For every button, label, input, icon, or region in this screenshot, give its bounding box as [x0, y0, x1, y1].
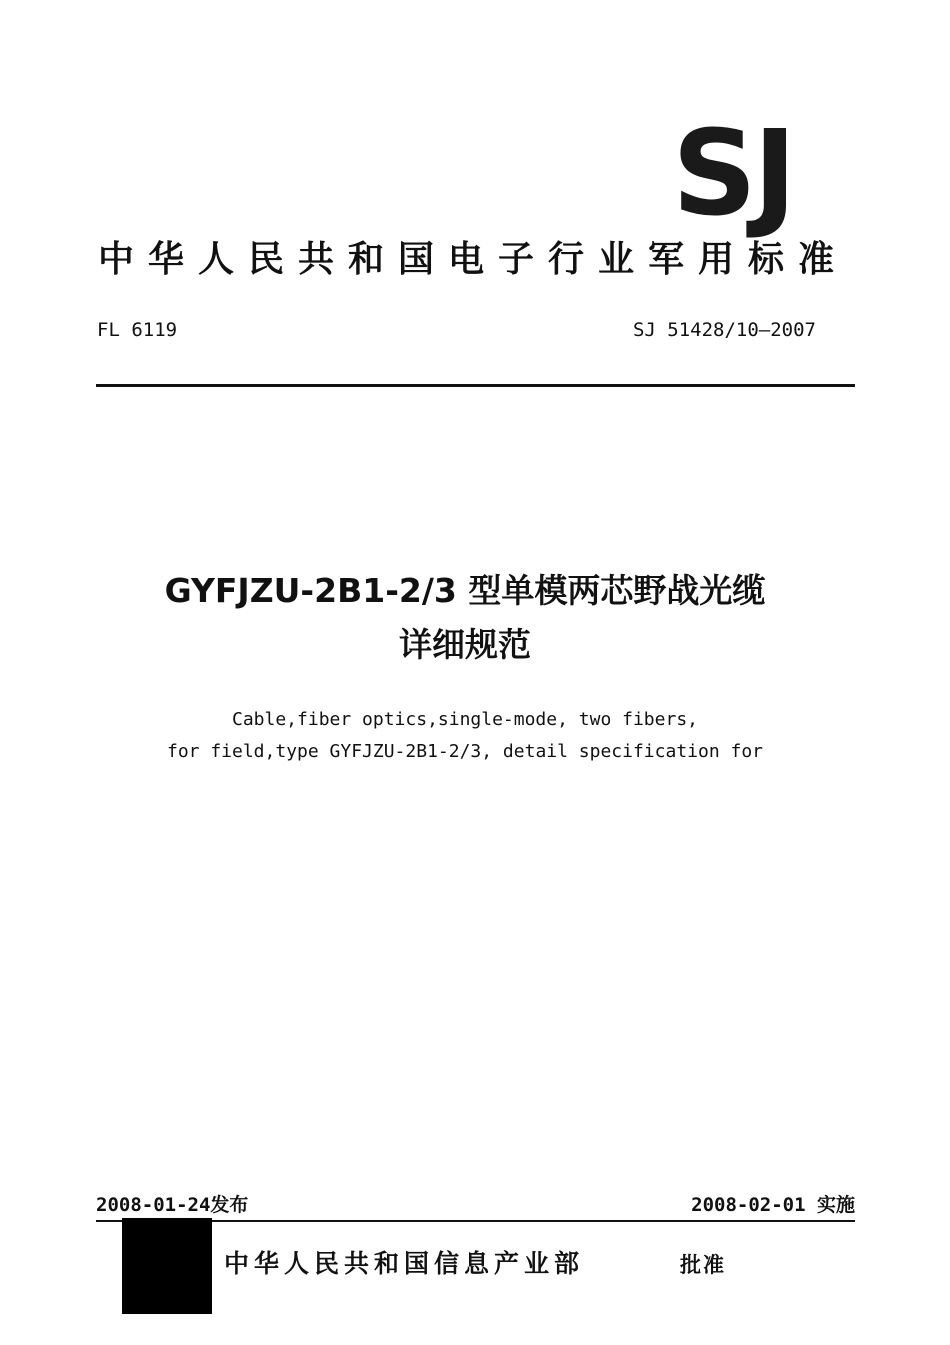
approved-label: 批准: [680, 1253, 726, 1277]
chinese-title-line-2: 详细规范: [399, 625, 531, 664]
english-title-line-1: Cable,fiber optics,single-mode, two fibers,: [232, 709, 698, 730]
english-title-line-2: for field,type GYFJZU-2B1-2/3, detail specification for: [166, 741, 764, 762]
issue-label: 发布: [210, 1194, 249, 1216]
sj-logo: SJ: [672, 104, 793, 242]
implementation-label: 实施: [816, 1194, 855, 1216]
chinese-title-line-1: GYFJZU-2B1-2/3 型单模两芯野战光缆: [164, 571, 766, 610]
classification-code: FL 6119: [97, 319, 178, 341]
organization-title: 中华人民共和国电子行业军用标准: [98, 239, 849, 280]
implementation-date: 2008-02-01: [691, 1194, 806, 1216]
header-divider: [96, 384, 855, 387]
approving-authority: 中华人民共和国信息产业部: [224, 1249, 585, 1278]
implementation-date-block: [691, 1190, 855, 1220]
issue-date: 2008-01-24: [96, 1194, 211, 1216]
redaction-block: [122, 1218, 212, 1314]
issue-date-block: [96, 1190, 248, 1220]
standard-number: SJ 51428/10—2007: [632, 319, 816, 341]
